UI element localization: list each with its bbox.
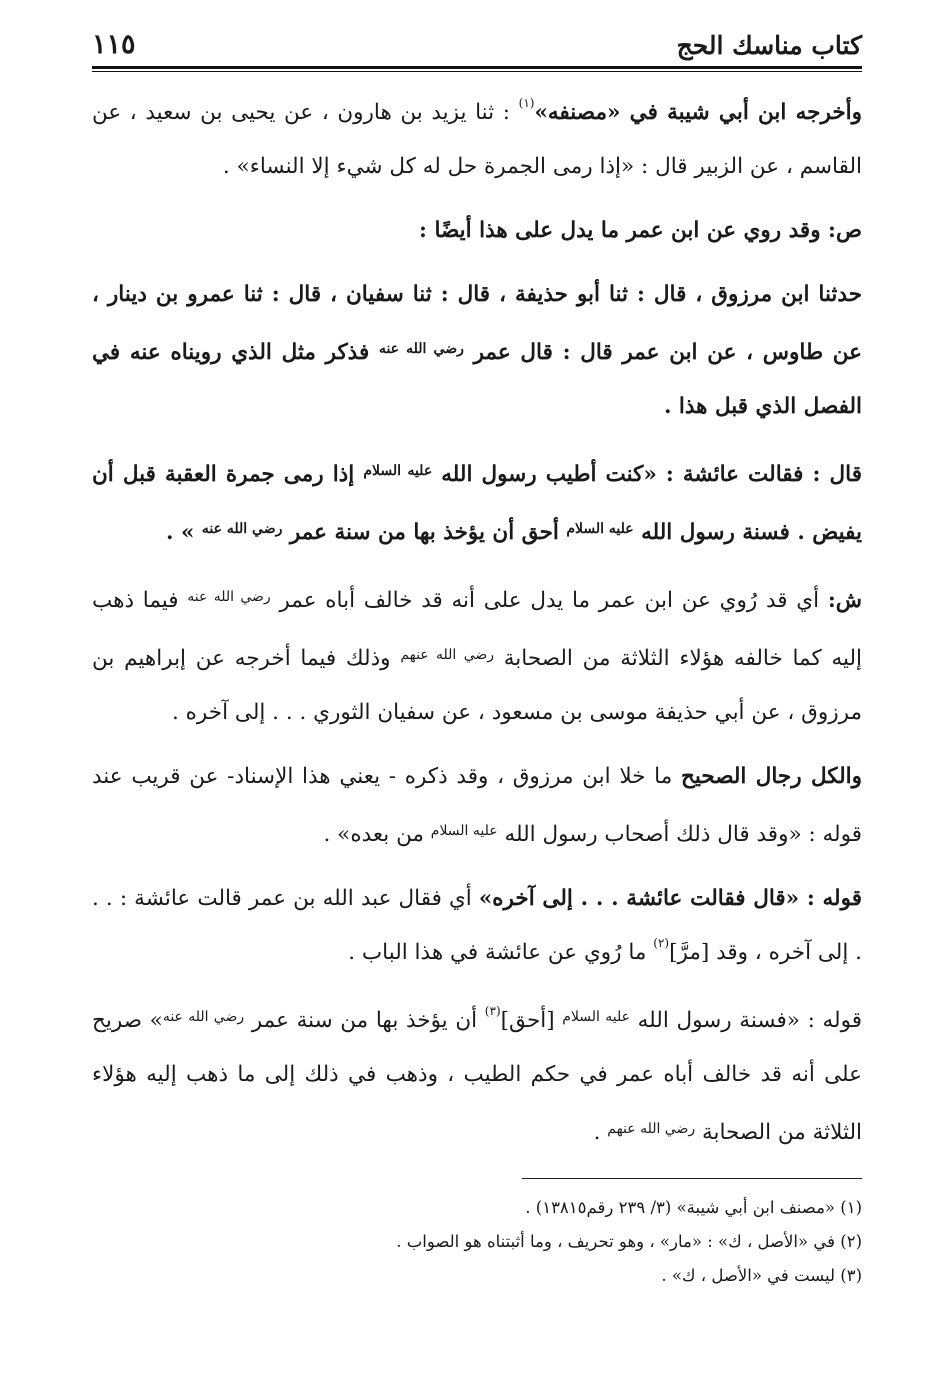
honorific-glyph: رضي الله عنه	[201, 521, 283, 537]
p8-d: » صريح على أنه قد خالف أباه عمر في حكم الطيب ، وذهب في ذلك إلى ما ذهب إليه هؤلاء الثلاثة من الصحابة	[92, 1008, 862, 1145]
honorific-glyph: عليه السلام	[562, 1009, 630, 1025]
footnote-1: (١) «مصنف ابن أبي شيبة» (٣/ ٢٣٩ رقم١٣٨١٥) .	[525, 1198, 862, 1217]
p5-c: وذلك فيما أخرجه عن إبراهيم بن مرزوق ، عن أبي حذيفة موسى بن مسعود ، عن سفيان الثوري . . . إلى آخره .	[92, 646, 862, 725]
p3-b: فذكر مثل الذي رويناه عنه في الفصل الذي قبل هذا .	[92, 340, 862, 419]
honorific-glyph: رضي الله عنهم	[607, 1121, 696, 1137]
paragraph-3	[92, 268, 862, 434]
p3-a: حدثنا ابن مرزوق ، قال : ثنا أبو حذيفة ، قال : ثنا سفيان ، قال : ثنا عمرو بن دينار ، عن طاوس ، عن ابن عمر قال : قال عمر	[92, 282, 862, 365]
honorific-glyph: عليه السلام	[363, 463, 433, 479]
p7-bold: قوله : «قال فقالت عائشة . . . إلى آخره»	[478, 886, 862, 911]
page-header	[92, 24, 862, 60]
p4-d: » .	[166, 520, 202, 545]
paragraph-8	[92, 990, 862, 1160]
footnote-ref-2: (٢)	[653, 936, 670, 950]
p7-b: ما رُوي عن عائشة في هذا الباب .	[348, 940, 654, 965]
paragraph-1	[92, 86, 862, 194]
p6-b: من بعده» .	[323, 822, 431, 847]
honorific-glyph: رضي الله عنه	[162, 1009, 245, 1025]
p1-rest: : ثنا يزيد بن هارون ، عن يحيى بن سعيد ، عن القاسم ، عن الزبير قال : «إذا رمى الجمرة حل له كل شيء إلا النساء» .	[92, 100, 862, 179]
footnote-ref-3: (٣)	[484, 1004, 501, 1018]
p5-label: ش:	[827, 588, 862, 613]
p1-bold: وأخرجه ابن أبي شيبة في «مصنفه»	[534, 100, 862, 125]
p8-c: أن يؤخذ بها من سنة عمر	[244, 1008, 485, 1033]
p8-a: قوله : «فسنة رسول الله	[629, 1008, 862, 1033]
p8-b: [أحق]	[500, 1008, 563, 1033]
paragraph-7	[92, 872, 862, 980]
footnote-ref-1: (١)	[518, 96, 535, 110]
footnote-divider	[522, 1178, 862, 1179]
honorific-glyph: رضي الله عنه	[378, 341, 464, 357]
p5-a: أي قد رُوي عن ابن عمر ما يدل على أنه قد خالف أباه عمر	[270, 588, 828, 613]
book-title: كتاب مناسك الحج	[676, 31, 862, 60]
footnote-3: (٣) ليست في «الأصل ، ك» .	[661, 1266, 862, 1285]
paragraph-2	[92, 204, 862, 258]
honorific-glyph: رضي الله عنه	[187, 589, 271, 605]
honorific-glyph: رضي الله عنهم	[400, 647, 495, 663]
paragraph-5	[92, 570, 862, 740]
page-number: ١١٥	[92, 29, 136, 60]
p6-a: ما خلا ابن مرزوق ، وقد ذكره - يعني هذا الإسناد- عن قريب عند قوله : «وقد قال ذلك أصحاب رسول الله	[92, 764, 862, 847]
footnote-2: (٢) في «الأصل ، ك» : «مار» ، وهو تحريف ، وما أثبتناه هو الصواب .	[396, 1232, 862, 1251]
p4-b: إذا رمى جمرة العقبة قبل أن يفيض . فسنة رسول الله	[92, 462, 862, 545]
p8-e: .	[593, 1120, 608, 1145]
p5-b: فيما ذهب إليه كما خالفه هؤلاء الثلاثة من الصحابة	[92, 588, 862, 671]
p4-c: أحق أن يؤخذ بها من سنة عمر	[282, 520, 567, 545]
paragraph-6	[92, 750, 862, 862]
p2-text: ص: وقد روي عن ابن عمر ما يدل على هذا أيضًا :	[419, 218, 862, 243]
p4-a: قال : فقالت عائشة : «كنت أطيب رسول الله	[432, 462, 862, 487]
p7-a: أي فقال عبد الله بن عمر قالت عائشة : . . . إلى آخره ، وقد [مرَّ]	[92, 886, 862, 965]
p6-bold: والكل رجال الصحيح	[680, 764, 863, 789]
honorific-glyph: عليه السلام	[430, 823, 498, 839]
paragraph-4	[92, 444, 862, 560]
honorific-glyph: عليه السلام	[566, 521, 634, 537]
header-rule	[92, 66, 862, 72]
